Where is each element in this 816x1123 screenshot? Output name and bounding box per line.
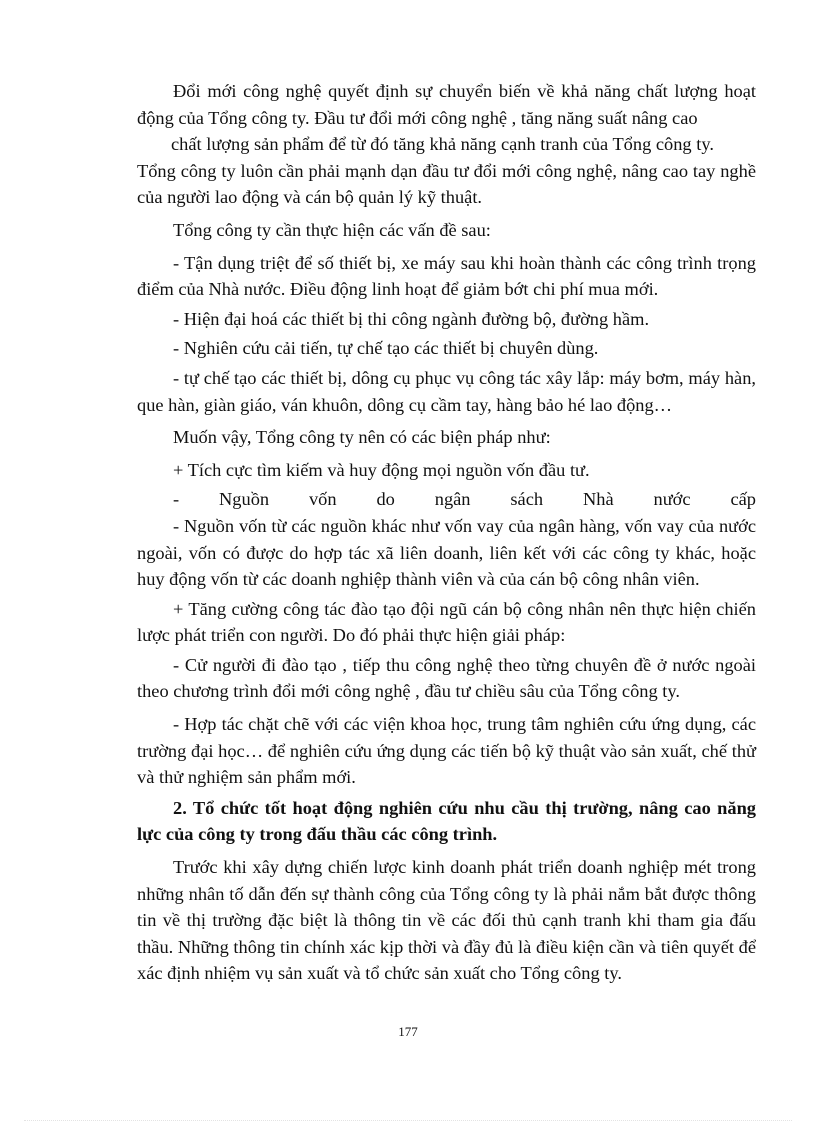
list-item-mobilize-capital: + Tích cực tìm kiếm và huy động mọi nguồn vốn đầu tư. [173, 459, 590, 480]
list-item-equipment-reuse: - Tận dụng triệt để số thiết bị, xe máy sau khi hoàn thành các công trình trọng điểm của Nhà nước. Điều động linh hoạt để giảm bớt chi phí mua mới. [137, 252, 756, 300]
section-heading-2: 2. Tổ chức tốt hoạt động nghiên cứu nhu cầu thị trường, nâng cao năng lực của công ty trong đấu thầu các công trình. [137, 797, 756, 845]
list-item-state-budget: - Nguồn vốn do ngân sách Nhà nước cấp [173, 489, 756, 510]
paragraph-measures-intro: Muốn vậy, Tổng công ty nên có các biện pháp như: [173, 427, 551, 448]
list-item-send-abroad: - Cử người đi đào tạo , tiếp thu công nghệ theo từng chuyên đề ở nước ngoài theo chương trình đổi mới công nghệ , đầu tư chiều sâu của Tổng công ty. [137, 654, 756, 702]
list-item-other-capital-sources: - Nguồn vốn từ các nguồn khác như vốn vay của ngân hàng, vốn vay của nước ngoài, vốn có được do hợp tác xã liên doanh, liên kết với các công ty khác, hoặc huy động vốn từ các doanh nghiệp thành viên và của cán bộ công nhân viên. [137, 515, 756, 590]
paragraph-issues-intro: Tổng công ty cần thực hiện các vấn đề sau: [173, 219, 491, 240]
paragraph-market-research: Trước khi xây dựng chiến lược kinh doanh phát triển doanh nghiệp mét trong những nhân tố dẫn đến sự thành công của Tổng công ty là phải nắm bắt được thông tin về thị trường đặc biệt là thông tin về các đối thủ cạnh tranh khi tham gia đấu thầu. Những thông tin chính xác kịp thời và đầy đủ là điều kiện cần và tiên quyết để xác định nhiệm vụ sản xuất và tổ chức sản xuất cho Tổng công ty. [137, 857, 756, 984]
footer-divider [24, 1120, 792, 1121]
list-item-modernize-equipment: - Hiện đại hoá các thiết bị thi công ngành đường bộ, đường hầm. [173, 308, 650, 329]
list-item-training: + Tăng cường công tác đào tạo đội ngũ cán bộ công nhân nên thực hiện chiến lược phát triển con người. Do đó phải thực hiện giải pháp: [137, 598, 756, 646]
list-item-self-manufacture: - tự chế tạo các thiết bị, dông cụ phục vụ công tác xây lắp: máy bơm, máy hàn, que hàn, giàn giáo, ván khuôn, dông cụ cầm tay, hàng bảo hé lao động… [137, 367, 756, 415]
paragraph-technology-investment: Tổng công ty luôn cần phải mạnh dạn đầu tư đổi mới công nghệ, nâng cao tay nghề của người lao động và cán bộ quản lý kỹ thuật. [137, 160, 756, 208]
list-item-research-improvement: - Nghiên cứu cải tiến, tự chế tạo các thiết bị chuyên dùng. [173, 338, 599, 359]
body-text [137, 78, 756, 987]
page-number: 177 [398, 1024, 418, 1039]
paragraph-technology-innovation-cont: chất lượng sản phẩm để từ đó tăng khả năng cạnh tranh của Tổng công ty. [171, 134, 714, 155]
list-item-research-cooperation: - Hợp tác chặt chẽ với các viện khoa học, trung tâm nghiên cứu ứng dụng, các trường đại học… để nghiên cứu ứng dụng các tiến bộ kỹ thuật vào sản xuất, chế thử và thử nghiệm sản phẩm mới. [137, 714, 756, 788]
paragraph-technology-innovation: Đổi mới công nghệ quyết định sự chuyển biến về khả năng chất lượng hoạt động của Tổng công ty. Đầu tư đổi mới công nghệ , tăng năng suất nâng cao [137, 81, 756, 128]
